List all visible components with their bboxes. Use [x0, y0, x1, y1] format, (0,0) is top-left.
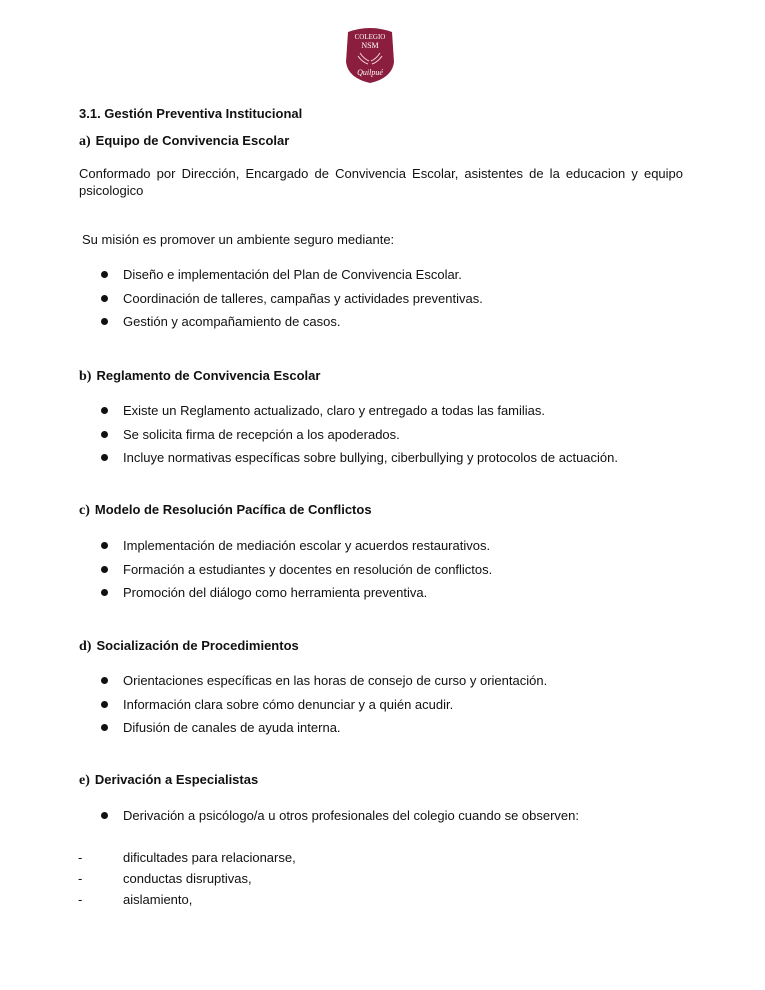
dash-marker: -: [78, 892, 83, 907]
subsection-b-heading: [79, 368, 320, 385]
bullet-icon: [101, 724, 108, 731]
dash-marker: -: [78, 850, 83, 865]
subsection-letter: e): [79, 773, 90, 788]
subsection-letter: a): [79, 134, 91, 149]
equipo-paragraph: Conformado por Dirección, Encargado de Convivencia Escolar, asistentes de la educacion y equipo psicologico: [79, 166, 683, 198]
svg-text:COLEGIO: COLEGIO: [354, 33, 386, 41]
bullet-icon: [101, 812, 108, 819]
bullet-icon: [101, 677, 108, 684]
bullet-icon: [101, 566, 108, 573]
school-crest-logo: [342, 26, 398, 84]
subsection-e-heading: [79, 772, 258, 789]
subsection-c-heading: [79, 502, 372, 519]
bullet-icon: [101, 701, 108, 708]
subsection-letter: d): [79, 639, 92, 654]
svg-text:NSM: NSM: [361, 41, 379, 50]
dash-marker: -: [78, 871, 83, 886]
subsection-title: Reglamento de Convivencia Escolar: [96, 368, 321, 383]
subsection-title: Socialización de Procedimientos: [96, 638, 299, 653]
bullet-icon: [101, 431, 108, 438]
bullet-icon: [101, 271, 108, 278]
bullet-icon: [101, 454, 108, 461]
subsection-a-heading: [79, 133, 289, 150]
svg-text:Quilpué: Quilpué: [357, 68, 383, 77]
bullet-icon: [101, 589, 108, 596]
mision-text: Su misión es promover un ambiente seguro mediante:: [82, 232, 395, 247]
bullet-icon: [101, 407, 108, 414]
subsection-letter: c): [79, 503, 90, 518]
bullet-icon: [101, 318, 108, 325]
subsection-letter: b): [79, 369, 92, 384]
section-heading: 3.1. Gestión Preventiva Institucional: [79, 106, 303, 121]
bullet-icon: [101, 542, 108, 549]
subsection-title: Derivación a Especialistas: [94, 772, 259, 787]
bullet-icon: [101, 295, 108, 302]
subsection-d-heading: [79, 638, 299, 655]
subsection-title: Modelo de Resolución Pacífica de Conflictos: [94, 502, 372, 517]
subsection-title: Equipo de Convivencia Escolar: [95, 133, 290, 148]
